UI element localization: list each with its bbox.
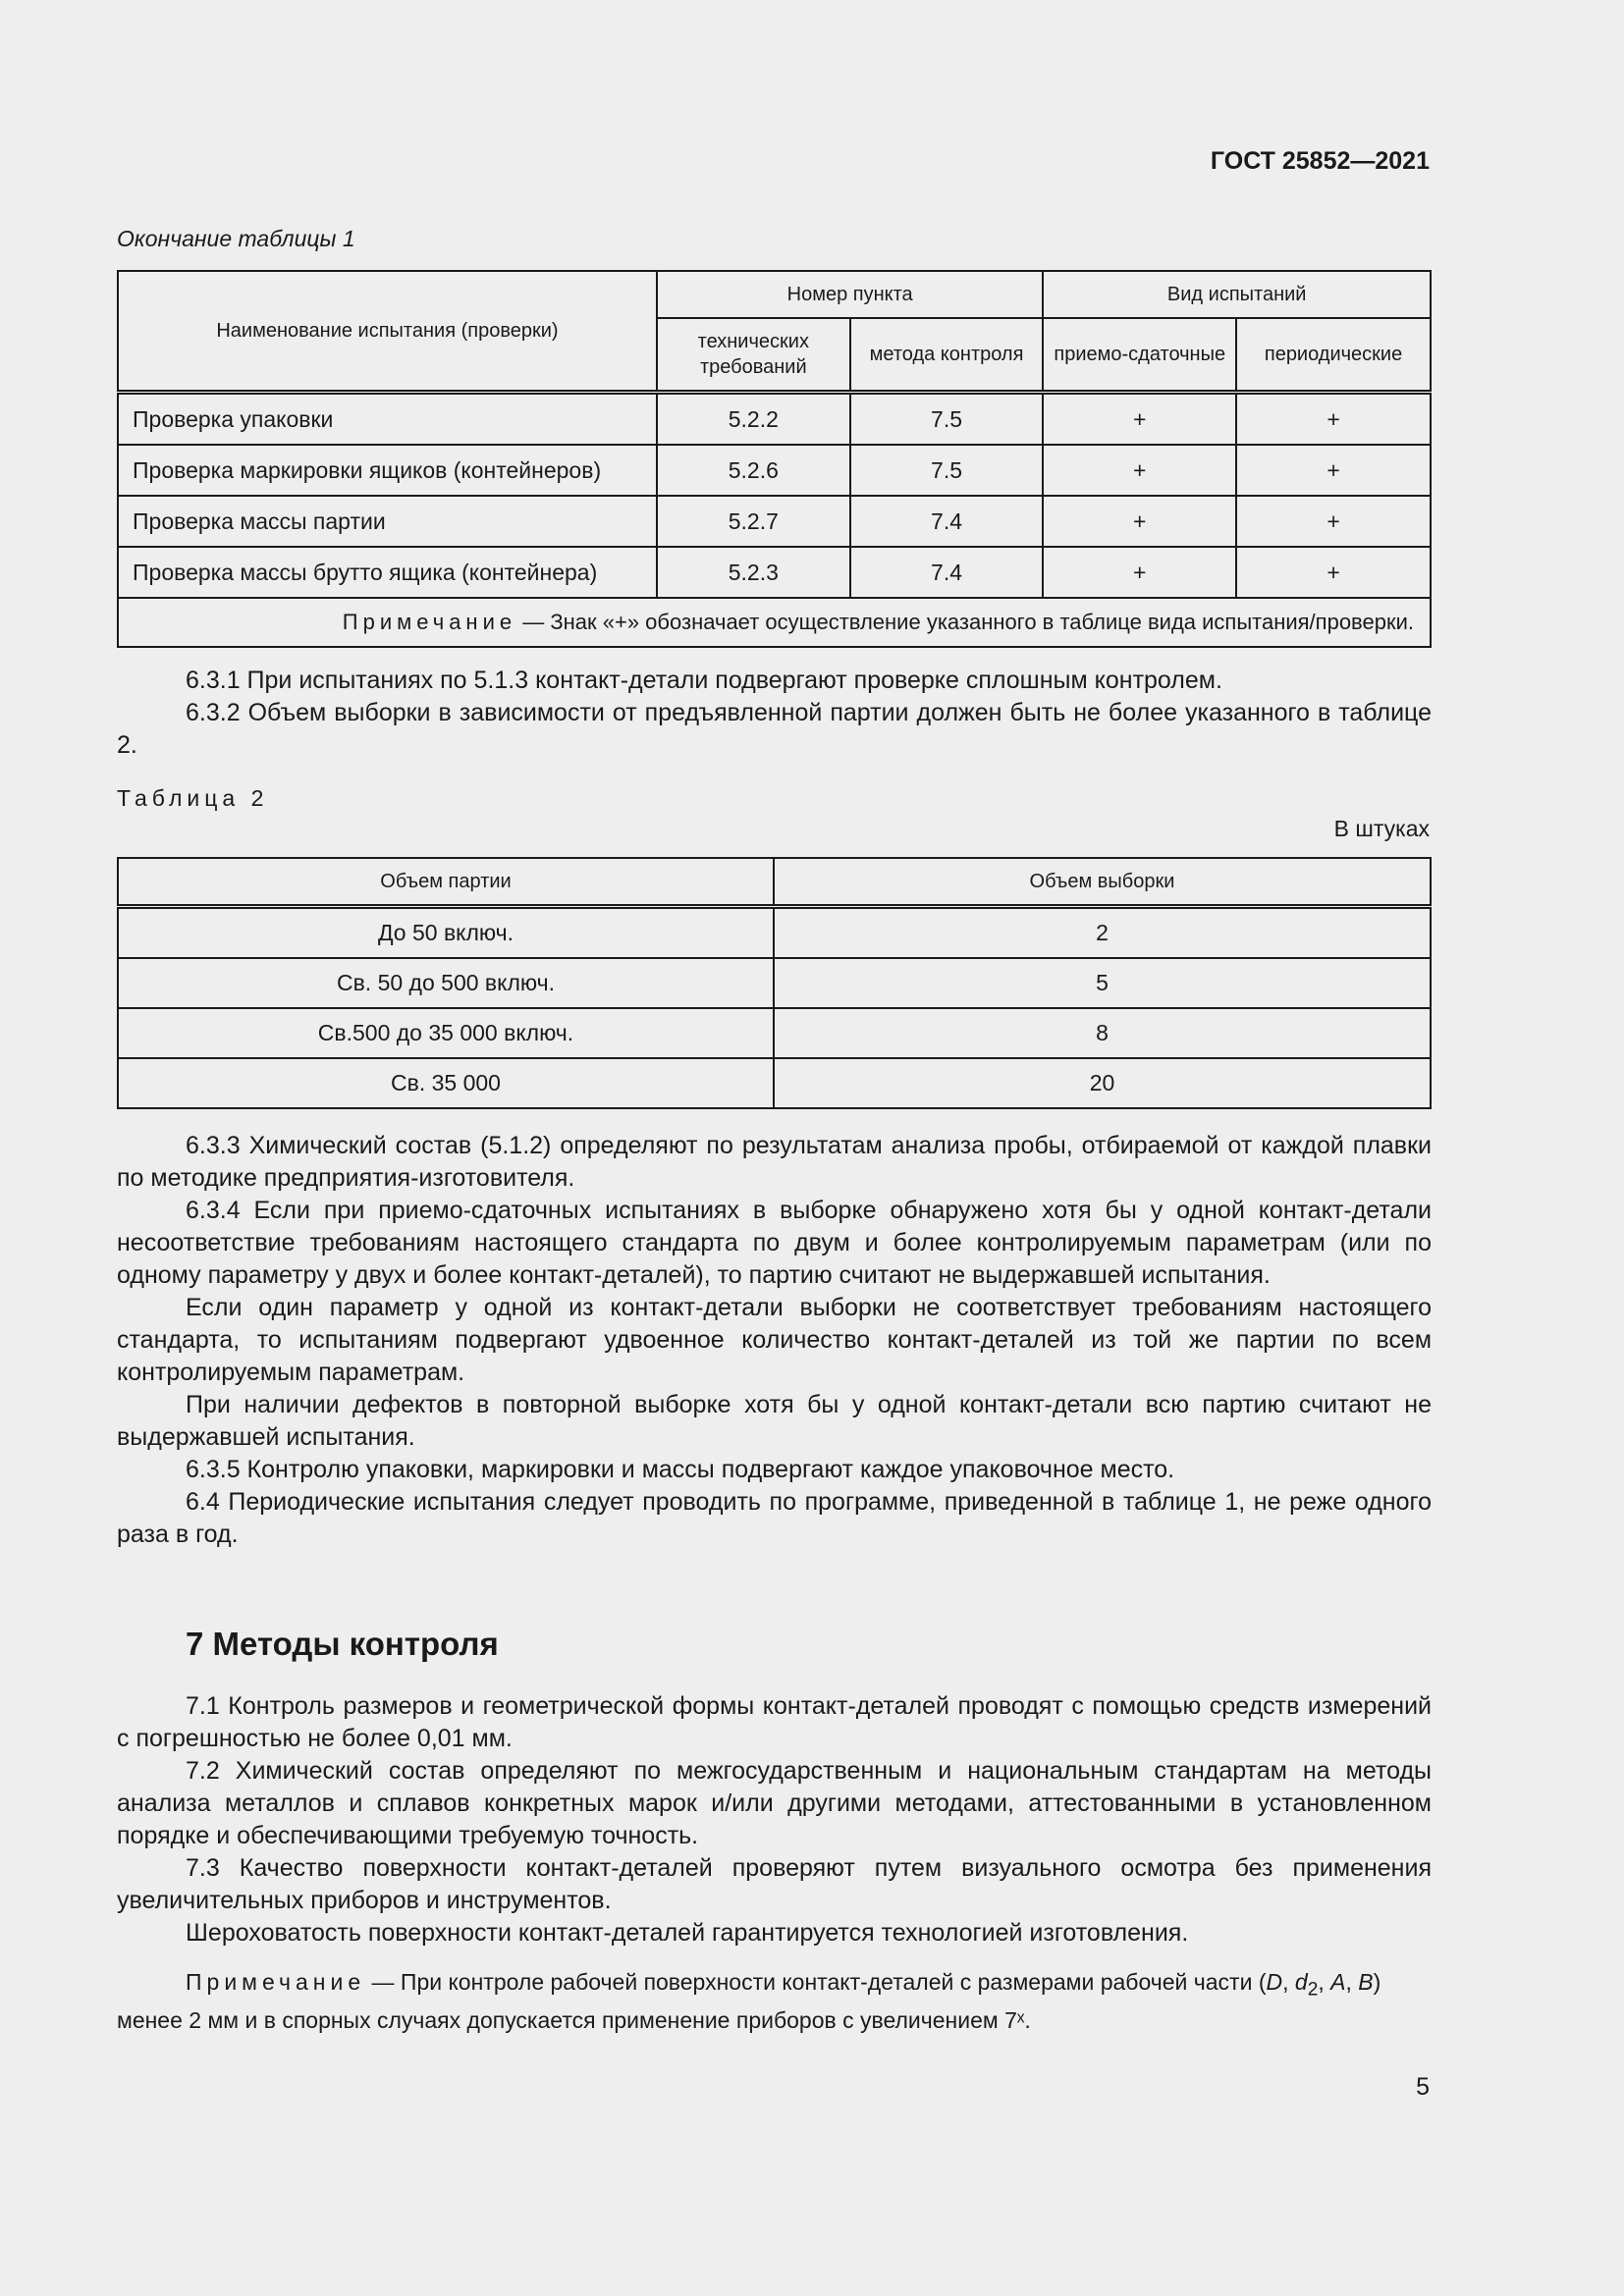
table-cell: + <box>1236 547 1431 598</box>
table-cell: 5.2.7 <box>657 496 850 547</box>
note-symbol: D <box>1266 1969 1283 1995</box>
table-cell: 2 <box>774 907 1431 959</box>
table-cell: 5 <box>774 958 1431 1008</box>
table-cell: 7.4 <box>850 547 1044 598</box>
table-row <box>118 907 1431 959</box>
table-cell: Св. 50 до 500 включ. <box>118 958 774 1008</box>
table1-header-method: метода контроля <box>850 318 1044 393</box>
table-cell: + <box>1236 393 1431 446</box>
paragraphs-7 <box>117 1690 1432 1949</box>
note-text: — При контроле рабочей поверхности контакт-деталей с размерами рабочей части ( <box>365 1969 1267 1995</box>
table-cell: Проверка массы партии <box>118 496 657 547</box>
note-label: Примечание <box>342 610 517 634</box>
table-cell: 5.2.6 <box>657 445 850 496</box>
paragraphs-6-3-3 <box>117 1130 1432 1551</box>
table1-caption: Окончание таблицы 1 <box>117 226 355 251</box>
table1-header-name: Наименование испытания (проверки) <box>118 271 657 393</box>
paragraph: 7.2 Химический состав определяют по межгосударственным и национальным стандартам на методы анализа металлов и сплавов конкретных марок и/или другими методами, аттестованными в установленном порядке и обеспечивающими требуемую точность. <box>117 1757 1432 1849</box>
table-cell: 8 <box>774 1008 1431 1058</box>
paragraph: 6.3.5 Контролю упаковки, маркировки и массы подвергают каждое упаковочное место. <box>186 1456 1175 1483</box>
note-text: ) менее 2 мм и в спорных случаях допускается применение приборов с увеличением 7 <box>117 1969 1381 2033</box>
standard-designation: ГОСТ 25852—2021 <box>1210 147 1430 175</box>
note-label: Примечание <box>186 1969 366 1995</box>
note-symbol: A <box>1330 1969 1346 1995</box>
table1-header-periodic: периодические <box>1236 318 1431 393</box>
table-row <box>118 1008 1431 1058</box>
table2-header-lot: Объем партии <box>118 858 774 907</box>
table-cell: + <box>1043 547 1236 598</box>
table-cell: Св.500 до 35 000 включ. <box>118 1008 774 1058</box>
section-heading: 7 Методы контроля <box>186 1626 499 1662</box>
paragraph: Шероховатость поверхности контакт-деталей гарантируется технологией изготовления. <box>186 1919 1189 1947</box>
table2-units: В штуках <box>1333 816 1430 841</box>
table-row <box>118 547 1431 598</box>
table-cell: 7.5 <box>850 445 1044 496</box>
table-cell: Проверка маркировки ящиков (контейнеров) <box>118 445 657 496</box>
table2-caption: Таблица 2 <box>117 785 269 811</box>
table2 <box>117 857 1432 1109</box>
table-cell: + <box>1236 445 1431 496</box>
note-subscript: 2 <box>1307 1979 1319 2001</box>
paragraphs-6-3-1 <box>117 665 1432 762</box>
note-symbol: B <box>1358 1969 1374 1995</box>
table-row <box>118 1058 1431 1108</box>
paragraph: 6.3.2 Объем выборки в зависимости от предъявленной партии должен быть не более указанного в таблице 2. <box>117 699 1432 759</box>
table-cell: + <box>1043 393 1236 446</box>
table-cell: Проверка упаковки <box>118 393 657 446</box>
note-symbol: ˣ <box>1016 2006 1025 2033</box>
section7-note: Примечание — При контроле рабочей поверхности контакт-деталей с размерами рабочей части (D, $d_2$, A, B) менее 2 мм и в спорных случаях допускается применение приборов с увеличением 7ˣ. <box>117 1969 1381 2033</box>
table-row <box>118 958 1431 1008</box>
table1-note-row <box>118 598 1431 647</box>
paragraph: 6.3.4 Если при приемо-сдаточных испытаниях в выборке обнаружено хотя бы у одной контакт-детали несоответствие требованиям настоящего стандарта по двум и более контролируемым параметрам (или по одному параметру у двух и более контакт-деталей), то партию считают не выдержавшей испытания. <box>117 1197 1432 1289</box>
table-cell: Проверка массы брутто ящика (контейнера) <box>118 547 657 598</box>
note-text: — Знак «+» обозначает осуществление указанного в таблице вида испытания/проверки. <box>516 610 1414 634</box>
table-cell: До 50 включ. <box>118 907 774 959</box>
paragraph: При наличии дефектов в повторной выборке хотя бы у одной контакт-детали всю партию считают не выдержавшей испытания. <box>117 1391 1432 1451</box>
table-cell: + <box>1043 496 1236 547</box>
table-cell: 7.5 <box>850 393 1044 446</box>
table2-header-sample: Объем выборки <box>774 858 1431 907</box>
table-cell: + <box>1236 496 1431 547</box>
table-row <box>118 445 1431 496</box>
page-number: 5 <box>1416 2073 1430 2101</box>
table1-note <box>118 598 1431 647</box>
table-cell: 20 <box>774 1058 1431 1108</box>
table1-header-tech: технических требований <box>657 318 850 393</box>
table-cell: Св. 35 000 <box>118 1058 774 1108</box>
table1-header-clause: Номер пункта <box>657 271 1043 318</box>
table1 <box>117 270 1432 648</box>
paragraph: Если один параметр у одной из контакт-детали выборки не соответствует требованиям настоящего стандарта, то испытаниям подвергают удвоенное количество контакт-деталей из той же партии по всем контролируемым параметрам. <box>117 1294 1432 1386</box>
paragraph: 7.3 Качество поверхности контакт-деталей проверяют путем визуального осмотра без применения увеличительных приборов и инструментов. <box>117 1854 1432 1914</box>
table-cell: 5.2.2 <box>657 393 850 446</box>
note-symbol: d <box>1294 1969 1308 1995</box>
table-cell: 5.2.3 <box>657 547 850 598</box>
table1-header-test: Вид испытаний <box>1043 271 1431 318</box>
table-row <box>118 393 1431 446</box>
note-text: . <box>1024 2006 1031 2033</box>
paragraph: 6.3.3 Химический состав (5.1.2) определяют по результатам анализа пробы, отбираемой от каждой плавки по методике предприятия-изготовителя. <box>117 1132 1432 1192</box>
paragraph: 7.1 Контроль размеров и геометрической формы контакт-деталей проводят с помощью средств измерений с погрешностью не более 0,01 мм. <box>117 1692 1432 1752</box>
table-row <box>118 496 1431 547</box>
paragraph: 6.3.1 При испытаниях по 5.1.3 контакт-детали подвергают проверке сплошным контролем. <box>186 667 1222 694</box>
paragraph: 6.4 Периодические испытания следует проводить по программе, приведенной в таблице 1, не реже одного раза в год. <box>117 1488 1432 1548</box>
table-cell: + <box>1043 445 1236 496</box>
table1-header-acceptance: приемо-сдаточные <box>1043 318 1236 393</box>
table-cell: 7.4 <box>850 496 1044 547</box>
